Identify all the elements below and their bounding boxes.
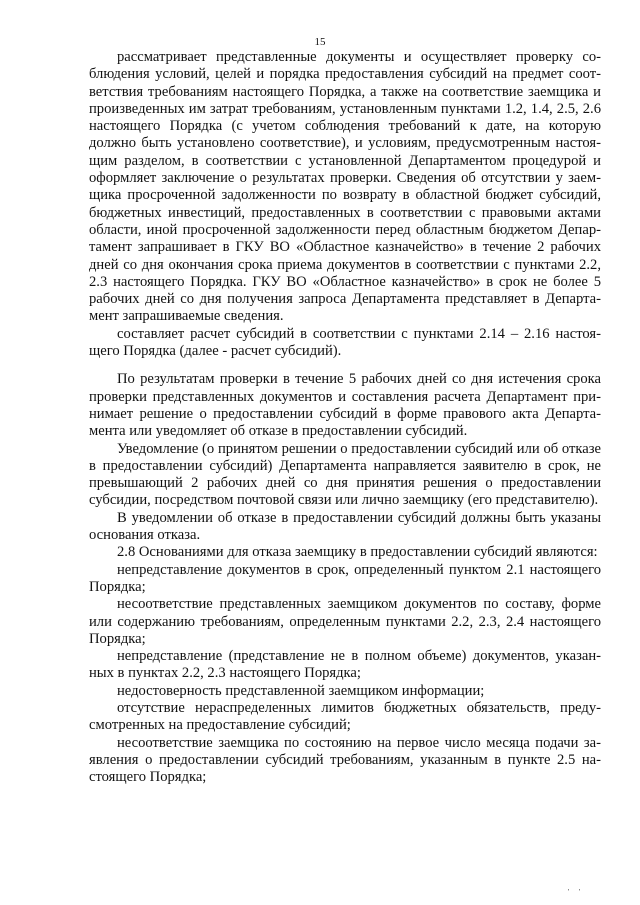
list-item: несоответствие заемщика по состоянию на первое число месяца подачи заявления о предоставлении субсидий требованиям, указанным в пункте 2.5 настоящего Порядка; bbox=[89, 734, 601, 786]
list-item: непредставление документов в срок, определенный пунктом 2.1 настоящего Порядка; bbox=[89, 561, 601, 595]
paragraph-refusal-grounds-note: В уведомлении об отказе в предоставлении субсидий должны быть указаны основания отказа. bbox=[89, 509, 601, 544]
paragraph-notification: Уведомление (о принятом решении о предоставлении субсидий или об отказе в предоставлении субсидий) Департамента направляется заявителю в срок, не превышающий 2 рабочих дней со дня принятия решения о предоставлении субсидии, посредством почтовой связи или лично заемщику (его представителю). bbox=[89, 440, 601, 509]
list-item: непредставление (представление не в полном объеме) документов, указанных в пунктах 2.2, 2.3 настоящего Порядка; bbox=[89, 648, 601, 682]
list-item: несоответствие представленных заемщиком документов по составу, форме или содержанию требованиям, определенным пунктами 2.2, 2.3, 2.4 настоящего Порядка; bbox=[89, 596, 601, 647]
page-number: 15 bbox=[314, 36, 326, 48]
paragraph-section-2-8: 2.8 Основаниями для отказа заемщику в предоставлении субсидий являются: bbox=[117, 544, 598, 561]
paragraph-review: рассматривает представленные документы и осуществляет проверку соблюдения условий, целей и порядка предоставления субсидий на предмет соответствия требованиям настоящего Порядка, а также на соответствие заемщика и произведенных им затрат требованиям, установленным пунктами 1.2, 1.4, 2.5, 2.6 настоящего Порядка (с учетом соблюдения требований к дате, на которую должно быть установлено соответствие), и условиям, предусмотренным настоящим разделом, в соответствии с установленной Департаментом процедурой и оформляет заключение о результатах проверки. Сведения об отсутствии у заемщика просроченной задолженности по возврату в областной бюджет субсидий, бюджетных инвестиций, предоставленных в соответствии с правовыми актами области, иной просроченной задолженности перед областным бюджетом Департамент запрашивает в ГКУ ВО «Областное казначейство» в течение 2 рабочих дней со дня окончания срока приема документов в соответствии с пунктами 2.2, 2.3 настоящего Порядка. ГКУ ВО «Областное казначейство» в срок не более 5 рабочих дней со дня получения запроса Департамента представляет в Департамент запрашиваемые сведения. bbox=[89, 49, 601, 325]
body-text bbox=[89, 49, 601, 786]
paragraph-decision: По результатам проверки в течение 5 рабочих дней со дня истечения срока проверки представленных документов и составления расчета Департамент принимает решение о предоставлении субсидий в форме правового акта Департамента или уведомляет об отказе в предоставлении субсидий. bbox=[89, 371, 601, 440]
list-item: недостоверность представленной заемщиком информации; bbox=[117, 682, 485, 699]
list-item: отсутствие нераспределенных лимитов бюджетных обязательств, предусмотренных на предоставление субсидий; bbox=[89, 699, 601, 734]
paragraph-calculation: составляет расчет субсидий в соответствии с пунктами 2.14 – 2.16 настоящего Порядка (далее - расчет субсидий). bbox=[89, 325, 601, 360]
corner-mark: ' ' bbox=[568, 888, 585, 896]
